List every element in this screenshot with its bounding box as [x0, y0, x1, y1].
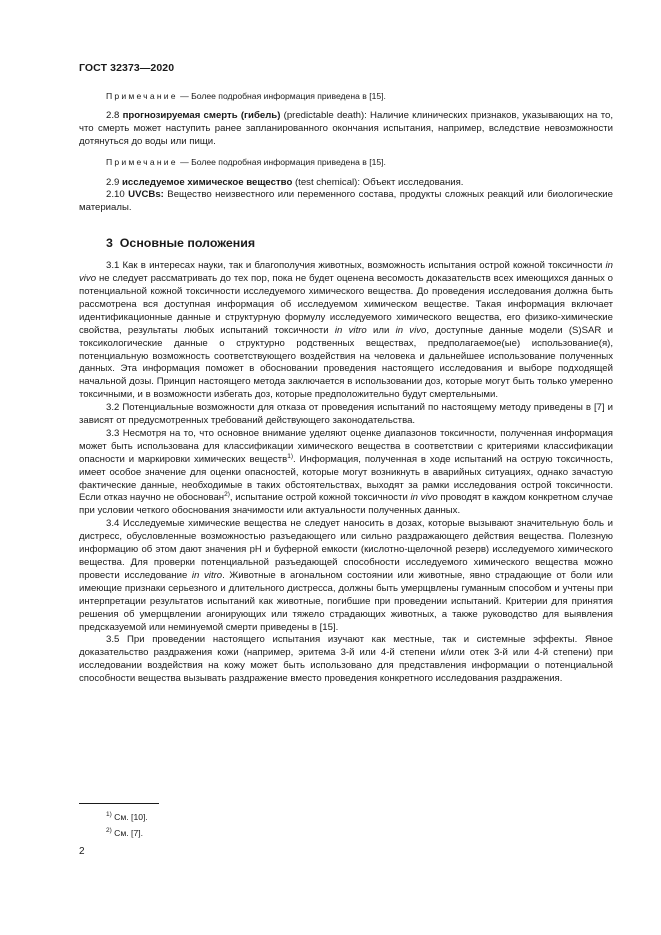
footnote-text: См. [10]. — [111, 812, 148, 822]
definition-term: прогнозируемая смерть (гибель) — [122, 109, 281, 121]
standard-header: ГОСТ 32373—2020 — [79, 62, 175, 74]
text-run: проводят в каждом конкретном случае при условии четкого обоснования значимости или актуальности полученных данных. — [79, 492, 613, 517]
note-label: Примечание — [106, 156, 178, 167]
paragraph-3-5: 3.5 При проведении настоящего испытания изучают как местные, так и системные эффекты. Явное доказательство раздражения кожи (например, эритема 3-й или 4-й степени и/или отек 3-й или 4-й степени) при исследовании воздействия на кожу может быть использовано для представления информации о потенциальной способности вещества вызывать раздражение вместо проведения конкретного исследования раздражения. — [79, 634, 613, 685]
text-run: не следует рассматривать до тех пор, пока не будет оценена весомость доказательств всех имеющихся данных о потенциальной кожной токсичности исследуемого химического вещества. До проведения исследования должна быть рассмотрена вся доступная информация об исследуемом химическом веществе. Такая информация включает идентификационные данные и структурную формулу исследуемого химического вещества, его физико-химические свойства, результаты любых испытаний токсичности — [79, 273, 613, 336]
text-run: 3.1 Как в интересах науки, так и благополучия животных, возможность испытания острой кожной токсичности — [106, 260, 606, 272]
section-title — [79, 237, 613, 250]
definition-number: 2.8 — [106, 109, 120, 121]
text-run: , доступные данные модели (S)SAR и токсикологические данные о структурно родственных веществах, предполагаемое(ые) использование(я), потенциальную возможность соответствующего воздействия на человека и дальнейшее использование полученных данных. Эта информация поможет в обосновании проведения настоящего исследования и выборе подходящей начальной дозы. Принцип настоящего метода заключается в использовании доз, которые могут быть только умеренно токсичными, и в возможности избегать доз, которые предположительно будут смертельными. — [79, 324, 613, 401]
text-run: , испытание острой кожной токсичности — [229, 492, 411, 504]
note-text: — Более подробная информация приведена в [15]. — [177, 156, 386, 167]
paragraph-3-1 — [79, 260, 613, 402]
note-text: — Более подробная информация приведена в [15]. — [177, 91, 386, 101]
paragraph-3-4 — [79, 518, 613, 634]
section-title-text: Основные положения — [119, 236, 256, 251]
footnote-mark: 2) — [106, 827, 112, 834]
italic-term: in vivo — [79, 260, 613, 285]
text-run: 3.3 Несмотря на то, что основное внимание уделяют оценке диапазонов токсичности, полученная информация может быть использована для классификации химического вещества в соответствии с критериями классификации опасности и маркировки химических веществ — [79, 427, 613, 465]
text-run: 3.4 Исследуемые химические вещества не следует наносить в дозах, которые вызывают значительную боль и дистресс, обусловленные возможностью разъедающего или сильно раздражающего действия вещества. Полезную информацию об этом дают значения pH и буферной емкости (кислотно-щелочной резерв) исследуемого химического вещества. Для проверки потенциальной разъедающей способности исследуемого химического вещества можно провести исследование — [79, 518, 613, 581]
definition-term: исследуемое химическое вещество — [122, 176, 293, 188]
definition-text: (test chemical): Объект исследования. — [292, 176, 464, 188]
footnote-1 — [106, 811, 148, 823]
page-number: 2 — [79, 846, 85, 857]
italic-term: in vivo — [410, 492, 438, 504]
section-number: 3 — [106, 236, 113, 251]
definition-text: (predictable death): Наличие клинических признаков, указывающих на то, что смерть может наступить ранее запланированного окончания испытания, например, вследствие невозможности дотянуться до воды или пищи. — [79, 109, 613, 147]
footnote-text: См. [7]. — [111, 828, 144, 838]
note-2 — [79, 156, 613, 169]
paragraph-3-3 — [79, 428, 613, 518]
footnote-divider — [79, 803, 159, 804]
footnote-ref-2[interactable]: 2) — [224, 491, 230, 499]
text-run: . Животные в агональном состоянии или животные, явно страдающие от боли или имеющие признаки серьезного и длительного дистресса, должны быть умерщвлены гуманным способом и учтены при интерпретации результатов испытаний как животные, погибшие при проведении испытаний. Критерии для принятия решения об умерщвлении агонирующих или тяжело страдающих животных, а также руководство для выявления предсказуемой или неминуемой смерти приведены в [15]. — [79, 569, 613, 633]
footnote-ref-1[interactable]: 1) — [287, 452, 293, 460]
definition-number: 2.9 — [106, 176, 120, 188]
footnote-2 — [106, 827, 148, 839]
text-run: . Информация, полученная в ходе испытаний на острую токсичность, имеет особое значение для оценки опасностей, которые могут возникнуть в аварийных ситуациях, однако зачастую фактические данные, необходимые в таких обстоятельствах, выходят за рамки исследования острой токсичности. Если отказ научно не обоснован — [79, 453, 613, 504]
definition-2-10 — [79, 189, 613, 215]
page-content — [79, 90, 613, 686]
italic-term: in vitro — [191, 569, 223, 581]
definition-2-9 — [79, 177, 613, 190]
italic-term: in vitro — [334, 324, 367, 336]
footnotes — [106, 811, 148, 843]
text-run: или — [366, 324, 396, 336]
definition-text: Вещество неизвестного или переменного состава, продукты сложных реакций или биологические материалы. — [79, 189, 613, 214]
italic-term: in vivo — [395, 324, 427, 336]
definition-number: 2.10 — [106, 189, 125, 201]
definition-2-8 — [79, 110, 613, 149]
definition-term: UVCBs: — [128, 189, 164, 201]
paragraph-3-2: 3.2 Потенциальные возможности для отказа от проведения испытаний по настоящему методу приведены в [7] и зависят от предусмотренных требований действующего законодательства. — [79, 402, 613, 427]
note-1 — [79, 90, 613, 103]
footnote-mark: 1) — [106, 811, 112, 818]
note-label: Примечание — [106, 91, 178, 101]
